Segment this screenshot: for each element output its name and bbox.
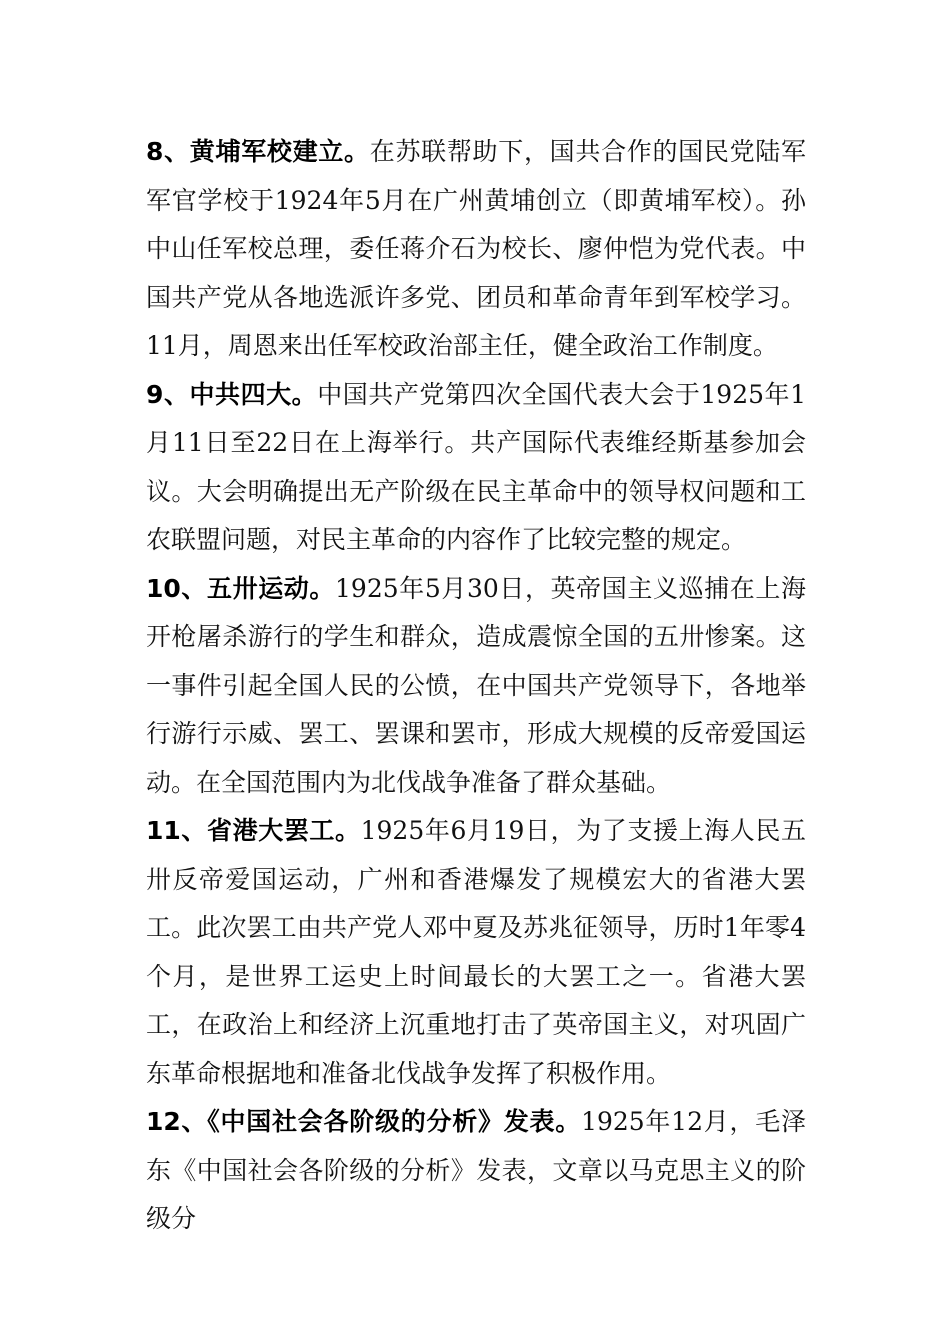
list-item <box>146 807 806 1098</box>
item-text: 1925年6月19日，为了支援上海人民五卅反帝爱国运动，广州和香港爆发了规模宏大的省港大罢工。此次罢工由共产党人邓中夏及苏兆征领导，历时1年零4个月，是世界工运史上时间最长的大罢工之一。省港大罢工，在政治上和经济上沉重地打击了英帝国主义，对巩固广东革命根据地和准备北伐战争发挥了积极作用。 <box>146 816 807 1088</box>
item-text: 中国共产党第四次全国代表大会于1925年1月11日至22日在上海举行。共产国际代表维经斯基参加会议。大会明确提出无产阶级在民主革命中的领导权问题和工农联盟问题，对民主革命的内容作了比较完整的规定。 <box>146 379 807 554</box>
item-title: 10、五卅运动。 <box>146 573 336 603</box>
list-item <box>146 371 806 565</box>
item-title: 9、中共四大。 <box>146 379 318 409</box>
item-text: 1925年12月，毛泽东《中国社会各阶级的分析》发表，文章以马克思主义的阶级分 <box>146 1107 807 1233</box>
list-item <box>146 128 806 371</box>
item-title: 11、省港大罢工。 <box>146 816 361 845</box>
item-title: 8、黄埔军校建立。 <box>146 137 370 166</box>
item-text: 1925年5月30日，英帝国主义巡捕在上海开枪屠杀游行的学生和群众，造成震惊全国的五卅惨案。这一事件引起全国人民的公愤，在中国共产党领导下，各地举行游行示威、罢工、罢课和罢市，形成大规模的反帝爱国运动。在全国范围内为北伐战争准备了群众基础。 <box>146 573 806 797</box>
list-item <box>146 1098 806 1244</box>
item-title: 12、《中国社会各阶级的分析》发表。 <box>146 1107 582 1136</box>
document-body <box>146 128 806 1244</box>
list-item <box>146 565 806 808</box>
item-text: 在苏联帮助下，国共合作的国民党陆军军官学校于1924年5月在广州黄埔创立（即黄埔军校）。孙中山任军校总理，委任蒋介石为校长、廖仲恺为党代表。中国共产党从各地选派许多党、团员和革命青年到军校学习。11月，周恩来出任军校政治部主任，健全政治工作制度。 <box>146 137 806 360</box>
